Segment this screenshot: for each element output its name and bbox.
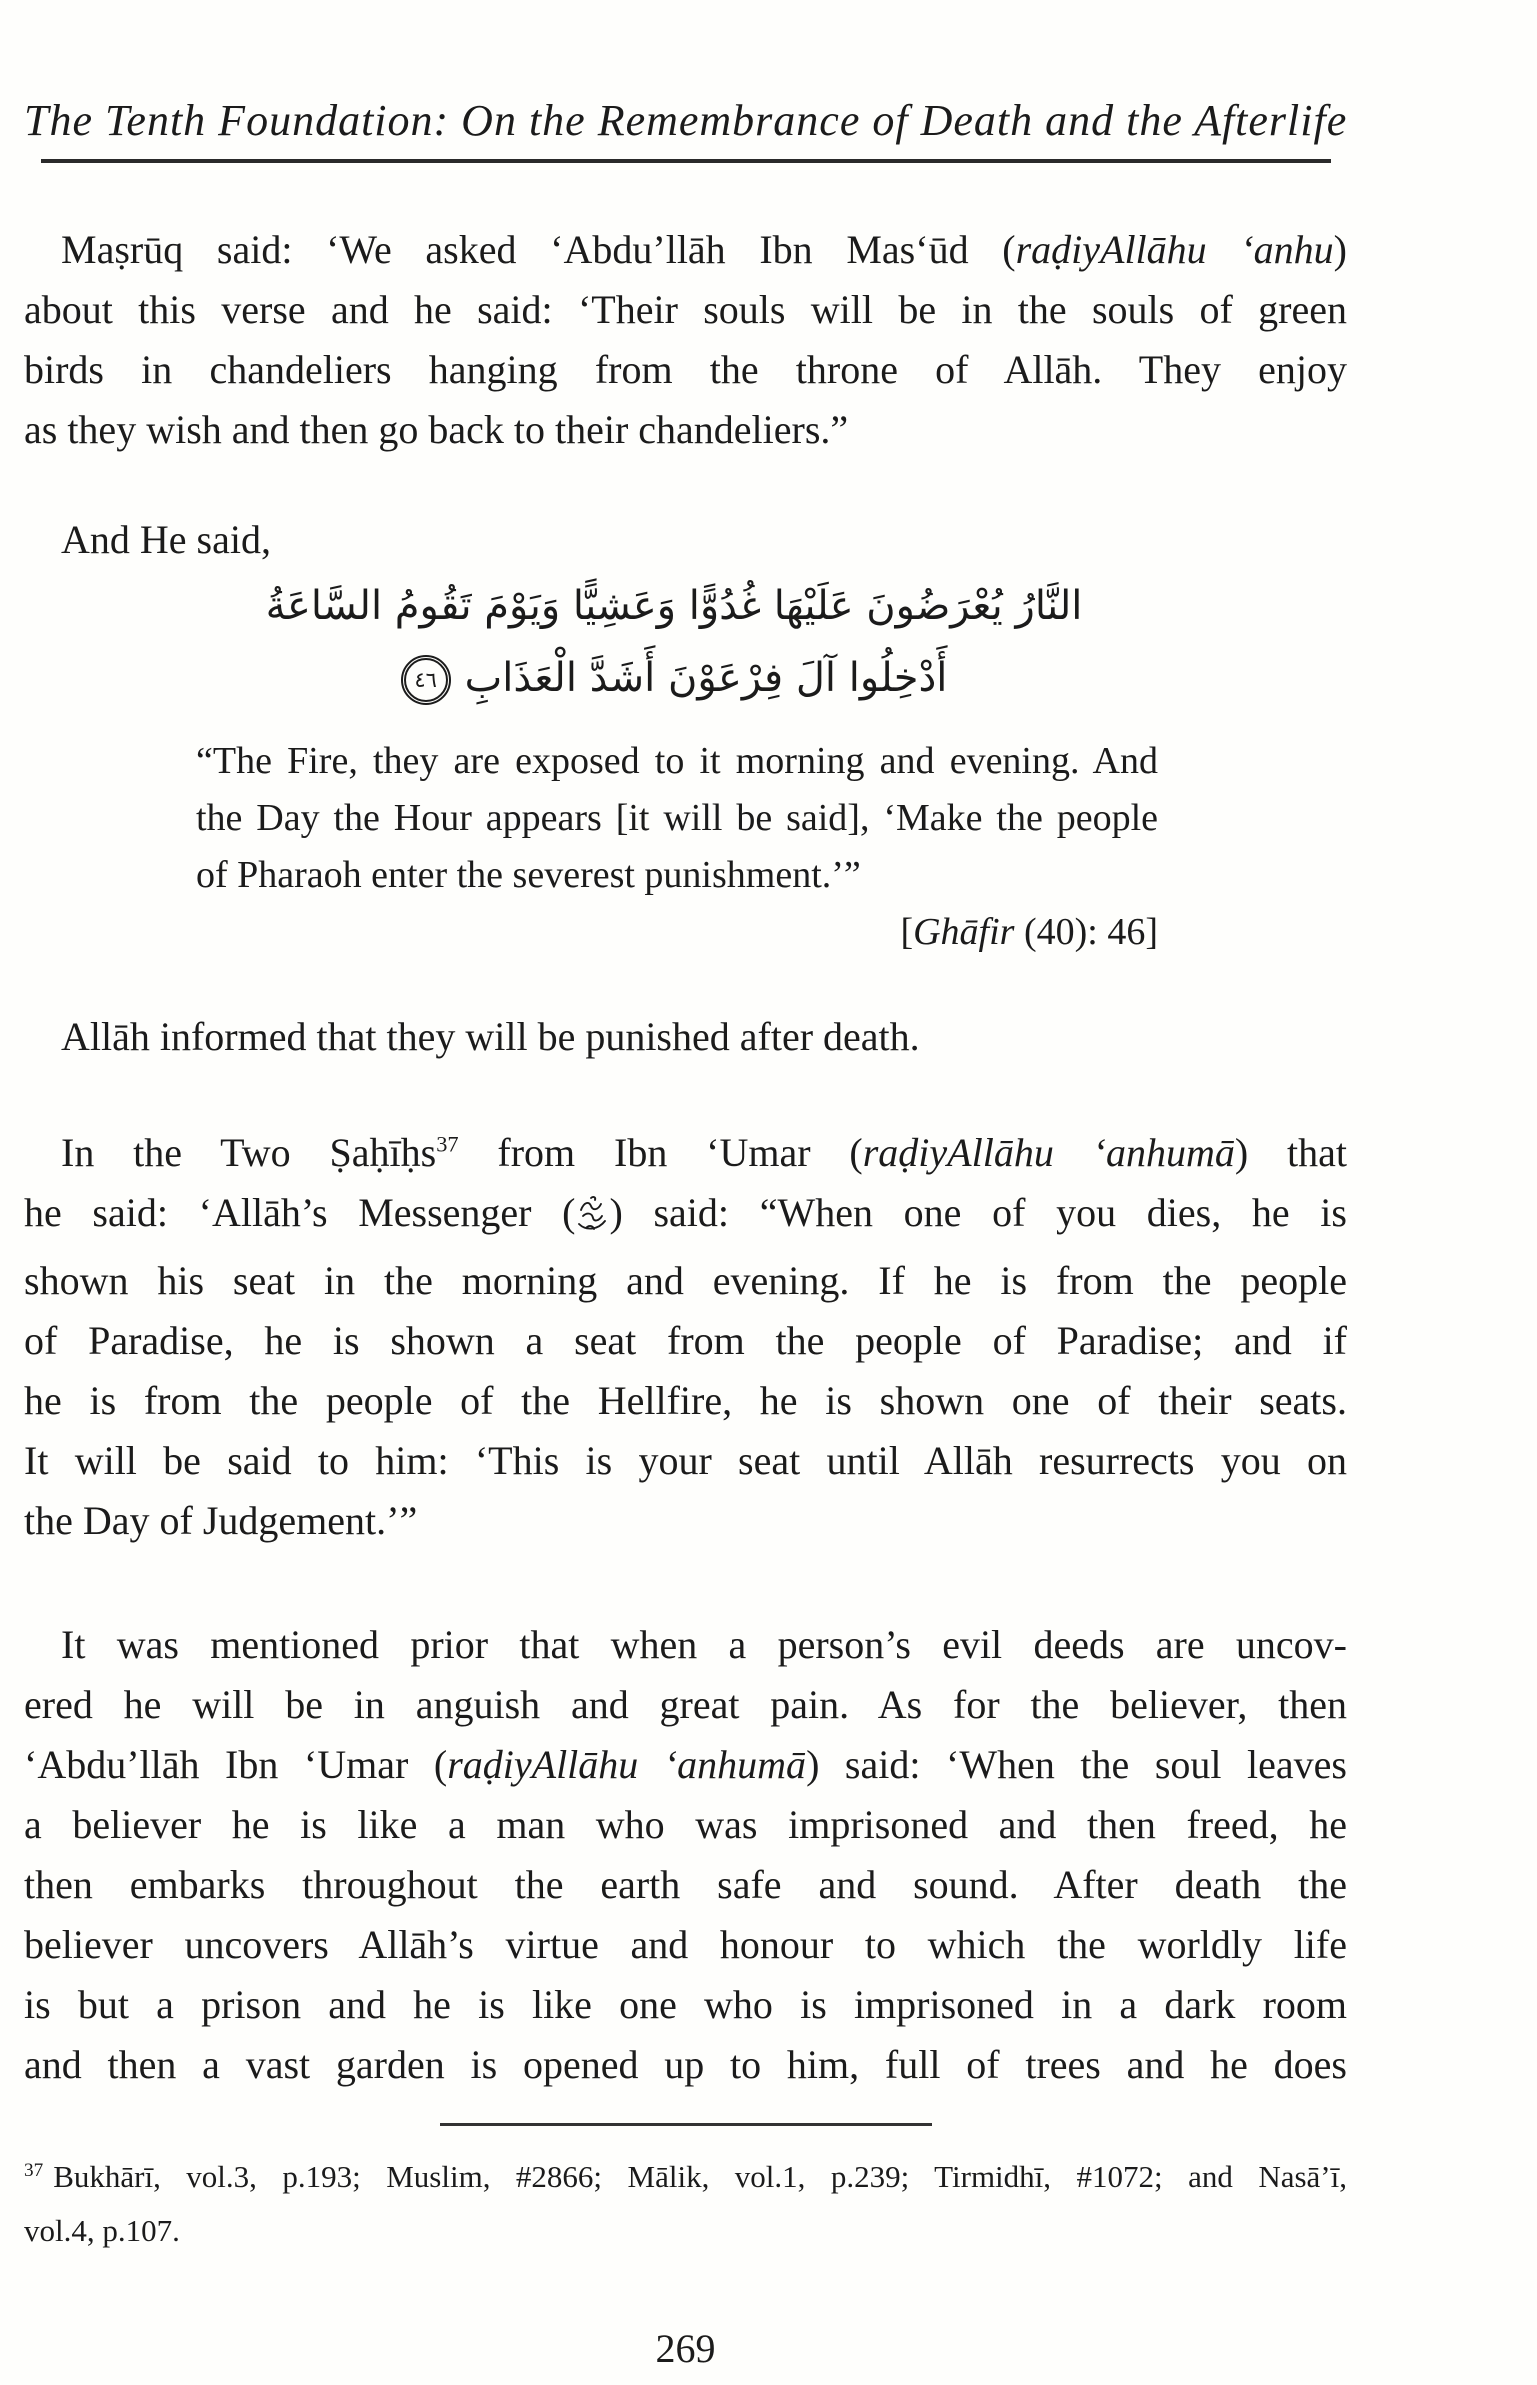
verse-translation <box>196 733 1158 961</box>
text-segment: as they wish and then go back to their chandeliers.” <box>24 407 849 452</box>
text-segment: raḍiyAllāhu ‘anhu <box>1015 227 1334 272</box>
body-line <box>24 1975 1347 2035</box>
body-line <box>24 340 1347 400</box>
page-number: 269 <box>655 2326 716 2371</box>
verse-attribution <box>196 904 1158 961</box>
footnote-marker: 37 <box>24 2159 44 2181</box>
text-segment: ered he will be in anguish and great pain. As for the believer, then <box>24 1682 1347 1727</box>
body-line <box>196 847 1158 904</box>
quran-verse-line <box>184 642 1164 714</box>
text-segment: of Paradise, he is shown a seat from the people of Paradise; and if <box>24 1318 1347 1363</box>
body-line <box>24 1735 1347 1795</box>
body-line <box>24 1915 1347 1975</box>
text-segment: ) said: “When one of you dies, he is <box>609 1190 1347 1235</box>
quran-verse-line <box>184 570 1164 642</box>
text-segment: “The Fire, they are exposed to it morning and evening. And <box>196 740 1158 782</box>
paragraph-believer <box>24 1615 1347 2095</box>
footnote-line <box>24 2204 1347 2258</box>
text-segment: It was mentioned prior that when a person’s evil deeds are uncov- <box>61 1622 1347 1667</box>
text-segment: from Ibn ‘Umar ( <box>458 1130 863 1175</box>
text-segment: he is from the people of the Hellfire, he is shown one of their seats. <box>24 1378 1347 1423</box>
body-line <box>24 1615 1347 1675</box>
text-segment: ) said: ‘When the soul leaves <box>806 1742 1347 1787</box>
text-segment: raḍiyAllāhu ‘anhumā <box>447 1742 807 1787</box>
page-content <box>24 0 1347 2374</box>
body-line <box>24 280 1347 340</box>
paragraph-two-sahihs <box>24 1123 1347 1551</box>
footnote-reference: 37 <box>436 1131 459 1157</box>
text-segment: It will be said to him: ‘This is your seat until Allāh resurrects you on <box>24 1438 1347 1483</box>
and-he-said <box>24 510 1347 570</box>
body-line <box>24 1795 1347 1855</box>
text-segment: a believer he is like a man who was imprisoned and then freed, he <box>24 1802 1347 1847</box>
saw-honorific-icon <box>575 1191 609 1251</box>
text-segment: Ghāfir <box>913 911 1015 953</box>
body-line <box>24 1431 1347 1491</box>
body-line <box>196 733 1158 790</box>
body-line <box>24 1311 1347 1371</box>
body-line <box>24 1251 1347 1311</box>
text-segment: ) that <box>1234 1130 1347 1175</box>
ayah-end-medallion: ٤٦ <box>401 655 451 705</box>
header-rule <box>41 159 1331 163</box>
body-line <box>24 1371 1347 1431</box>
body-line <box>24 510 1347 570</box>
body-line <box>24 400 1347 460</box>
text-segment: then embarks throughout the earth safe and sound. After death the <box>24 1862 1347 1907</box>
text-segment: [ <box>900 911 914 953</box>
text-segment: about this verse and he said: ‘Their souls will be in the souls of green <box>24 287 1347 332</box>
text-segment: the Day the Hour appears [it will be said], ‘Make the people <box>196 797 1158 839</box>
footnote-line <box>24 2150 1347 2204</box>
body-line <box>24 1491 1347 1551</box>
body-line <box>196 790 1158 847</box>
text-segment: believer uncovers Allāh’s virtue and honour to which the worldly life <box>24 1922 1347 1967</box>
text-segment: ‘Abdu’llāh Ibn ‘Umar ( <box>24 1742 448 1787</box>
body-text <box>24 220 1347 2095</box>
body-line <box>24 2035 1347 2095</box>
text-segment: Allāh informed that they will be punished after death. <box>61 1014 920 1059</box>
paragraph-allah-informed <box>24 1007 1347 1067</box>
body-line <box>24 1675 1347 1735</box>
text-segment: birds in chandeliers hanging from the throne of Allāh. They enjoy <box>24 347 1347 392</box>
body-line <box>24 1183 1347 1251</box>
text-segment: and then a vast garden is opened up to him, full of trees and he does <box>24 2042 1347 2087</box>
body-line <box>24 1007 1347 1067</box>
text-segment: he said: ‘Allāh’s Messenger ( <box>24 1190 576 1235</box>
footnote <box>24 2150 1347 2258</box>
text-segment: Maṣrūq said: ‘We asked ‘Abdu’llāh Ibn Mas‘ūd ( <box>61 227 1016 272</box>
chapter-header-title: The Tenth Foundation: On the Remembrance of Death and the Afterlife <box>24 96 1348 145</box>
body-line <box>24 1855 1347 1915</box>
quran-verse-arabic <box>184 570 1164 714</box>
text-segment: is but a prison and he is like one who is imprisoned in a dark room <box>24 1982 1347 2027</box>
paragraph-masruq <box>24 220 1347 460</box>
text-segment: raḍiyAllāhu ‘anhumā <box>862 1130 1235 1175</box>
footnote-text: vol.4, p.107. <box>24 2213 180 2248</box>
quran-verse-text: النَّارُ يُعْرَضُونَ عَلَيْهَا غُدُوًّا وَعَشِيًّا وَيَوْمَ تَقُومُ السَّاعَةُ <box>265 583 1083 629</box>
body-line <box>24 220 1347 280</box>
text-segment: And He said, <box>61 517 271 562</box>
body-line <box>24 1123 1347 1183</box>
text-segment: the Day of Judgement.’” <box>24 1498 418 1543</box>
text-segment: In the Two Ṣaḥīḥs <box>61 1130 437 1175</box>
text-segment: shown his seat in the morning and evening. If he is from the people <box>24 1258 1347 1303</box>
footnote-text: Bukhārī, vol.3, p.193; Muslim, #2866; Mālik, vol.1, p.239; Tirmidhī, #1072; and Nasā’ī, <box>53 2159 1347 2194</box>
footnote-separator <box>440 2123 932 2126</box>
quran-verse-text: أَدْخِلُوا آلَ فِرْعَوْنَ أَشَدَّ الْعَذَابِ <box>464 655 948 701</box>
text-segment: (40): 46] <box>1014 911 1158 953</box>
text-segment: ) <box>1333 227 1347 272</box>
text-segment: of Pharaoh enter the severest punishment.’” <box>196 854 861 896</box>
